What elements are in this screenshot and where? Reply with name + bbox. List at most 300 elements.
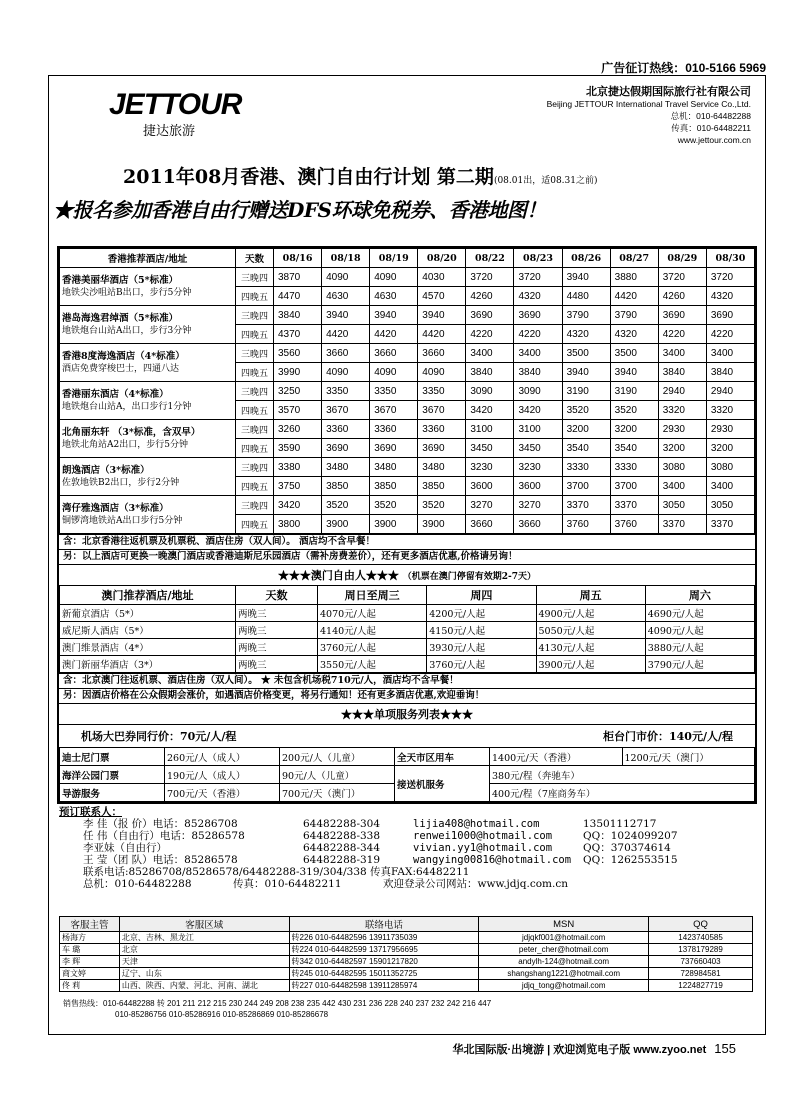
hk-price-cell: 4220: [514, 325, 562, 344]
hk-nights: 四晚五: [236, 325, 274, 344]
contact-row: [83, 854, 749, 866]
hk-price-cell: 3320: [658, 401, 706, 420]
hk-note-extra: 另：以上酒店可更换一晚澳门酒店或香港迪斯尼乐园酒店（需补房费差价），还有更多酒店优惠,价格请另询！: [59, 549, 755, 564]
cs-cell: 李 辉: [60, 956, 120, 968]
contacts-hq-row: [83, 878, 749, 890]
cs-cell: 1423740585: [649, 932, 753, 944]
svc-transfer-benz: 380元/程（奔驰车）: [490, 766, 755, 784]
svc-ocean-adult: 190元/人（成人）: [165, 766, 280, 784]
svc-ocean: 海洋公园门票: [60, 766, 165, 784]
svc-guide-mo: 700元/天（澳门）: [280, 784, 395, 802]
customer-service-table: [59, 916, 753, 992]
cs-cell: peter_cher@hotmail.com: [479, 944, 649, 956]
hk-price-cell: 3690: [370, 439, 418, 458]
hk-nights: 三晚四: [236, 306, 274, 325]
hk-price-cell: 3690: [514, 306, 562, 325]
cs-header-cell: 联络电话: [289, 917, 479, 932]
hk-price-cell: 4090: [418, 363, 466, 382]
macau-price-cell: 4690元/人起: [645, 605, 754, 622]
hk-hotel-address: 地铁炮台山站A出口，步行3分钟: [62, 325, 192, 336]
hk-price-cell: 3500: [562, 344, 610, 363]
svc-transfer: 接送机服务: [395, 766, 490, 802]
hk-price-cell: 3380: [274, 458, 322, 477]
hk-price-cell: 3840: [274, 306, 322, 325]
hk-price-cell: 3720: [466, 268, 514, 287]
hk-price-row: [60, 458, 755, 477]
hk-price-cell: 2930: [658, 420, 706, 439]
hk-hotel-cell: [60, 420, 236, 458]
hk-price-cell: 3660: [418, 344, 466, 363]
hk-price-cell: 4420: [322, 325, 370, 344]
hk-price-cell: 3660: [466, 515, 514, 534]
contact-field: renwei1000@hotmail.com: [413, 830, 553, 842]
hk-price-cell: 3100: [514, 420, 562, 439]
hk-price-cell: 4260: [658, 287, 706, 306]
macau-hotel-name: 澳门维景酒店（4*）: [60, 639, 236, 656]
macau-price-row: [60, 639, 755, 656]
hk-price-cell: 3540: [562, 439, 610, 458]
hk-header-cell: 天数: [236, 249, 274, 268]
hk-price-row: [60, 306, 755, 325]
hk-price-cell: 3330: [610, 458, 658, 477]
hk-price-row: [60, 344, 755, 363]
hk-hotel-cell: [60, 306, 236, 344]
hk-price-cell: 4470: [274, 287, 322, 306]
contact-field: wangying00816@hotmail.com: [413, 854, 572, 866]
hk-nights: 三晚四: [236, 382, 274, 401]
hk-price-cell: 3260: [274, 420, 322, 439]
svc-guide-hk: 700元/天（香港）: [165, 784, 280, 802]
hk-price-cell: 3690: [418, 439, 466, 458]
hk-price-cell: 4570: [418, 287, 466, 306]
hk-price-cell: 3670: [370, 401, 418, 420]
promo-banner: ★报名参加香港自由行赠送DFS环球免税券、香港地图！: [53, 198, 546, 222]
hk-price-cell: 3760: [562, 515, 610, 534]
hk-price-cell: 4630: [370, 287, 418, 306]
cs-cell: 辽宁、山东: [119, 968, 289, 980]
hk-price-cell: 4220: [466, 325, 514, 344]
hk-price-cell: 4370: [274, 325, 322, 344]
macau-hotel-name: 澳门新丽华酒店（3*）: [60, 656, 236, 673]
hk-price-cell: 4320: [610, 325, 658, 344]
hk-nights: 三晚四: [236, 268, 274, 287]
hk-price-cell: 3700: [610, 477, 658, 496]
hk-price-cell: 3690: [658, 306, 706, 325]
hk-price-row: [60, 496, 755, 515]
hk-price-cell: 3200: [562, 420, 610, 439]
contact-field: 李亚妹（自由行）: [83, 842, 167, 854]
hk-price-cell: 3940: [370, 306, 418, 325]
hk-price-table: [59, 248, 755, 534]
cs-header-cell: 客服主管: [60, 917, 120, 932]
hk-nights: 三晚四: [236, 496, 274, 515]
hk-price-cell: 3200: [658, 439, 706, 458]
cs-header-cell: QQ: [649, 917, 753, 932]
hk-price-cell: 3270: [514, 496, 562, 515]
hk-price-cell: 3850: [370, 477, 418, 496]
hk-price-cell: 3700: [562, 477, 610, 496]
hk-price-cell: 2940: [658, 382, 706, 401]
cs-cell: 1378179289: [649, 944, 753, 956]
contacts-fax: 传真：010-64482211: [233, 878, 342, 890]
hk-hotel-cell: [60, 344, 236, 382]
hk-price-cell: 3230: [466, 458, 514, 477]
hk-price-cell: 3050: [658, 496, 706, 515]
hk-hotel-address: 铜锣湾地铁站A出口步行5分钟: [62, 515, 183, 526]
cs-cell: 天津: [119, 956, 289, 968]
footer-text: 华北国际版·出境游 | 欢迎浏览电子版 www.zyoo.net: [452, 1044, 707, 1056]
hk-price-cell: 3800: [274, 515, 322, 534]
hk-price-cell: 3370: [658, 515, 706, 534]
contact-field: 64482288-344: [303, 842, 381, 854]
svc-guide: 导游服务: [60, 784, 165, 802]
cs-header-row: [60, 917, 753, 932]
hk-price-cell: 3520: [370, 496, 418, 515]
hk-header-cell: 08/20: [418, 249, 466, 268]
hk-hotel-cell: [60, 268, 236, 306]
jettour-logo: [109, 88, 242, 139]
cs-cell: 728984581: [649, 968, 753, 980]
hk-price-cell: 3690: [322, 439, 370, 458]
hk-price-cell: 3750: [274, 477, 322, 496]
hk-price-cell: 3990: [274, 363, 322, 382]
hk-hotel-cell: [60, 458, 236, 496]
contact-field: 64482288-338: [303, 830, 381, 842]
hk-price-cell: 4320: [562, 325, 610, 344]
title-text: 2011年08月香港、澳门自由行计划 第二期: [123, 166, 494, 188]
macau-price-row: [60, 622, 755, 639]
page-title: [123, 162, 598, 189]
bus-price-row: [59, 724, 755, 747]
contact-field: QQ：1262553515: [583, 854, 678, 866]
contact-row: [83, 818, 749, 830]
macau-header-cell: 天数: [236, 586, 318, 605]
contact-field: 64482288-319: [303, 854, 381, 866]
macau-title-note: （机票在澳门停留有效期2-7天）: [402, 572, 537, 582]
hk-price-cell: 4260: [466, 287, 514, 306]
page-number: 155: [714, 1041, 736, 1056]
cs-row: [60, 932, 753, 944]
cs-cell: 杨海方: [60, 932, 120, 944]
hk-nights: 四晚五: [236, 287, 274, 306]
hk-price-cell: 3690: [706, 306, 754, 325]
hk-price-cell: 3450: [466, 439, 514, 458]
hk-price-cell: 3940: [562, 268, 610, 287]
contacts-web: 欢迎登录公司网站：www.jdjq.com.cn: [383, 878, 568, 890]
company-web: www.jettour.com.cn: [677, 135, 751, 145]
hk-price-cell: 3480: [418, 458, 466, 477]
hk-hotel-address: 地铁尖沙咀站B出口，步行5分钟: [62, 287, 192, 298]
macau-price-cell: 4200元/人起: [427, 605, 536, 622]
hk-price-cell: 3840: [658, 363, 706, 382]
macau-hotel-name: 威尼斯人酒店（5*）: [60, 622, 236, 639]
hk-hotel-cell: [60, 382, 236, 420]
hk-header-cell: 08/27: [610, 249, 658, 268]
company-name-en: Beijing JETTOUR International Travel Service Co.,Ltd.: [546, 99, 751, 109]
svc-disney: 迪士尼门票: [60, 748, 165, 766]
macau-header-cell: 周六: [645, 586, 754, 605]
hk-price-cell: 4630: [322, 287, 370, 306]
macau-price-cell: 3790元/人起: [645, 656, 754, 673]
contact-field: 王 莹（团 队）电话：85286578: [83, 854, 238, 866]
macau-price-cell: 4150元/人起: [427, 622, 536, 639]
macau-price-row: [60, 656, 755, 673]
svc-car: 全天市区用车: [395, 748, 490, 766]
hk-price-cell: 3100: [466, 420, 514, 439]
hk-price-cell: 3790: [562, 306, 610, 325]
hk-hotel-name: 香港8度海逸酒店（4*标准）: [62, 350, 185, 362]
hk-price-cell: 3570: [274, 401, 322, 420]
hk-price-cell: 4420: [370, 325, 418, 344]
hk-hotel-address: 地铁炮台山站A，出口步行1分钟: [62, 401, 192, 412]
hk-hotel-address: 地铁北角站A2出口，步行5分钟: [62, 439, 188, 450]
macau-nights: 两晚三: [236, 639, 318, 656]
macau-hotel-name: 新葡京酒店（5*）: [60, 605, 236, 622]
hk-nights: 三晚四: [236, 344, 274, 363]
hk-price-cell: 4220: [658, 325, 706, 344]
hk-header-row: [60, 249, 755, 268]
hk-price-cell: 3600: [514, 477, 562, 496]
contact-row: [83, 830, 749, 842]
hk-price-cell: 4090: [322, 268, 370, 287]
cs-cell: shangshang1221@hotmail.com: [479, 968, 649, 980]
macau-price-cell: 4900元/人起: [536, 605, 645, 622]
hk-price-cell: 3940: [562, 363, 610, 382]
sales-line-2: 010-85286756 010-85286916 010-85286869 010-85286678: [115, 1010, 329, 1019]
company-name: 北京捷达假期国际旅行社有限公司: [586, 86, 751, 98]
macau-price-cell: 4130元/人起: [536, 639, 645, 656]
hk-nights: 三晚四: [236, 458, 274, 477]
hk-nights: 四晚五: [236, 439, 274, 458]
hk-price-cell: 3190: [610, 382, 658, 401]
macau-price-cell: 3880元/人起: [645, 639, 754, 656]
company-hq: 总机：010-64482288: [670, 111, 751, 121]
hk-price-cell: 3520: [322, 496, 370, 515]
hk-nights: 四晚五: [236, 363, 274, 382]
hk-header-cell: 08/18: [322, 249, 370, 268]
hk-price-cell: 4420: [418, 325, 466, 344]
contacts-block: [59, 806, 749, 890]
hk-price-cell: 3900: [418, 515, 466, 534]
macau-price-cell: 3760元/人起: [427, 656, 536, 673]
hk-price-cell: 3670: [322, 401, 370, 420]
cs-header-cell: 客服区域: [119, 917, 289, 932]
hk-price-cell: 3660: [514, 515, 562, 534]
hk-price-cell: 3790: [610, 306, 658, 325]
hk-price-cell: 3400: [706, 344, 754, 363]
cs-header-cell: MSN: [479, 917, 649, 932]
hk-price-cell: 3360: [322, 420, 370, 439]
hk-price-cell: 3520: [418, 496, 466, 515]
hk-hotel-name: 朗逸酒店（3*标准）: [62, 464, 150, 476]
macau-header-row: [60, 586, 755, 605]
macau-price-cell: 3900元/人起: [536, 656, 645, 673]
cs-cell: 商文婷: [60, 968, 120, 980]
hk-hotel-name: 香港美丽华酒店（5*标准）: [62, 274, 179, 286]
contact-field: vivian.yy1@hotmail.com: [413, 842, 553, 854]
hk-price-cell: 3840: [706, 363, 754, 382]
company-fax: 传真：010-64482211: [671, 123, 751, 133]
macau-nights: 两晚三: [236, 605, 318, 622]
hk-price-cell: 3400: [706, 477, 754, 496]
contact-field: 任 伟（自由行）电话：85286578: [83, 830, 245, 842]
hk-price-cell: 4090: [370, 363, 418, 382]
cs-cell: 1224827719: [649, 980, 753, 992]
hk-header-cell: 08/16: [274, 249, 322, 268]
hk-price-cell: 4030: [418, 268, 466, 287]
hk-price-cell: 3560: [274, 344, 322, 363]
contacts-line: 联系电话:85286708/85286578/64482288-319/304/338 传真FAX:64482211: [83, 866, 470, 878]
hk-header-cell: 香港推荐酒店/地址: [60, 249, 236, 268]
cs-cell: 车 璐: [60, 944, 120, 956]
hk-price-cell: 3540: [610, 439, 658, 458]
cs-cell: 转224 010-64482599 13717956695: [289, 944, 479, 956]
hk-header-cell: 08/22: [466, 249, 514, 268]
hk-price-cell: 3370: [610, 496, 658, 515]
hk-price-row: [60, 268, 755, 287]
hk-hotel-address: 佐敦地铁B2出口，步行2分钟: [62, 477, 180, 488]
hk-price-cell: 3660: [322, 344, 370, 363]
hk-price-cell: 3400: [658, 477, 706, 496]
hk-hotel-address: 酒店免费穿梭巴士，四通八达: [62, 363, 180, 374]
sales-line-1: 销售热线：010-64482288 转 201 211 212 215 230 244 249 208 238 235 442 430 231 236 228 240 237 232 242 216 447: [63, 999, 492, 1008]
svc-car-mo: 1200元/天（澳门）: [622, 748, 755, 766]
contact-field: 李 佳（报 价）电话：85286708: [83, 818, 238, 830]
hk-price-cell: 3520: [562, 401, 610, 420]
hk-hotel-name: 香港丽东酒店（4*标准）: [62, 388, 169, 400]
hk-price-cell: 3360: [418, 420, 466, 439]
hk-note-include: 含：北京香港往返机票及机票税、酒店住房（双人间）。 酒店均不含早餐！: [59, 534, 755, 549]
title-note: (08.01出，适08.31之前): [493, 176, 598, 186]
hk-price-cell: 3320: [706, 401, 754, 420]
sales-hotline: [63, 998, 491, 1020]
page-frame: [48, 75, 766, 1035]
hk-price-cell: 3840: [514, 363, 562, 382]
cs-row: [60, 956, 753, 968]
contacts-people: [59, 818, 749, 866]
macau-price-table: [59, 585, 755, 673]
contacts-title: 预订联系人：: [59, 806, 122, 818]
cs-cell: 转226 010-64482596 13911735039: [289, 932, 479, 944]
hk-price-cell: 3880: [610, 268, 658, 287]
svc-ocean-child: 90元/人（儿童）: [280, 766, 395, 784]
svc-transfer-van: 400元/程（7座商务车）: [490, 784, 755, 802]
hk-header-cell: 08/30: [706, 249, 754, 268]
cs-cell: jdjqkf001@hotmail.com: [479, 932, 649, 944]
cs-cell: jdjq_tong@hotmail.com: [479, 980, 649, 992]
hk-price-cell: 3760: [610, 515, 658, 534]
macau-section-title: [59, 564, 755, 585]
hk-price-cell: 3350: [418, 382, 466, 401]
macau-price-cell: 3760元/人起: [318, 639, 427, 656]
hk-price-cell: 4480: [562, 287, 610, 306]
hk-price-cell: 3090: [514, 382, 562, 401]
ad-hotline: 广告征订热线：010-5166 5969: [601, 61, 766, 75]
macau-header-cell: 周日至周三: [318, 586, 427, 605]
page-footer: [452, 1041, 736, 1057]
hk-price-cell: 3420: [466, 401, 514, 420]
hk-price-cell: 4090: [322, 363, 370, 382]
hk-price-cell: 3940: [418, 306, 466, 325]
hk-header-cell: 08/23: [514, 249, 562, 268]
hk-header-cell: 08/19: [370, 249, 418, 268]
hk-price-cell: 3400: [514, 344, 562, 363]
hk-price-cell: 4220: [706, 325, 754, 344]
cs-cell: 737660403: [649, 956, 753, 968]
hk-price-cell: 3370: [562, 496, 610, 515]
hk-price-cell: 3200: [610, 420, 658, 439]
macau-price-cell: 4070元/人起: [318, 605, 427, 622]
hk-price-cell: 3400: [466, 344, 514, 363]
company-info: [547, 86, 751, 146]
bus-price: 机场大巴券同行价：70元/人/程: [81, 730, 237, 743]
cs-cell: 转245 010-64482595 15011352725: [289, 968, 479, 980]
hk-price-cell: 3600: [466, 477, 514, 496]
hk-price-cell: 3660: [370, 344, 418, 363]
logo-text: JETTOUR: [109, 88, 242, 121]
cs-row: [60, 980, 753, 992]
macau-note-include: 含：北京澳门往返机票、酒店住房（双人间）。 ★ 未包含机场税710元/人，酒店均不含早餐！: [59, 673, 755, 688]
hk-price-cell: 3520: [610, 401, 658, 420]
hk-price-cell: 3670: [418, 401, 466, 420]
hk-price-cell: 3900: [370, 515, 418, 534]
hk-price-row: [60, 420, 755, 439]
hk-nights: 三晚四: [236, 420, 274, 439]
hk-price-cell: 2930: [706, 420, 754, 439]
hk-price-cell: 4320: [706, 287, 754, 306]
hk-price-cell: 3200: [706, 439, 754, 458]
price-box: [57, 246, 757, 804]
svc-car-hk: 1400元/天（香港）: [490, 748, 623, 766]
hk-price-cell: 4420: [610, 287, 658, 306]
cs-cell: 转227 010-64482598 13911285974: [289, 980, 479, 992]
hk-hotel-cell: [60, 496, 236, 534]
hk-price-cell: 3500: [610, 344, 658, 363]
hk-price-cell: 3450: [514, 439, 562, 458]
contact-field: lijia408@hotmail.com: [413, 818, 540, 830]
hk-hotel-name: 港岛海逸君绰酒（5*标准）: [62, 312, 179, 324]
hk-price-cell: 3370: [706, 515, 754, 534]
hk-price-cell: 3330: [562, 458, 610, 477]
macau-header-cell: 周五: [536, 586, 645, 605]
macau-price-cell: 5050元/人起: [536, 622, 645, 639]
cs-cell: andylh-124@hotmail.com: [479, 956, 649, 968]
counter-price: 柜台门市价：140元/人/程: [603, 730, 733, 743]
hk-price-cell: 3250: [274, 382, 322, 401]
cs-cell: 佟 莉: [60, 980, 120, 992]
macau-price-cell: 3550元/人起: [318, 656, 427, 673]
hk-price-cell: 3480: [370, 458, 418, 477]
macau-title: ★★★澳门自由人★★★: [277, 569, 399, 582]
macau-price-cell: 4090元/人起: [645, 622, 754, 639]
cs-row: [60, 944, 753, 956]
hk-price-cell: 3850: [322, 477, 370, 496]
hk-price-cell: 3350: [370, 382, 418, 401]
services-title: ★★★单项服务列表★★★: [59, 703, 755, 724]
hk-price-cell: 3270: [466, 496, 514, 515]
hk-price-cell: 3190: [562, 382, 610, 401]
contact-field: 13501112717: [583, 818, 657, 830]
svc-disney-adult: 260元/人（成人）: [165, 748, 280, 766]
hk-header-cell: 08/29: [658, 249, 706, 268]
macau-note-extra: 另：因酒店价格在公众假期会涨价，如遇酒店价格变更，将另行通知！还有更多酒店优惠,欢迎垂询！: [59, 688, 755, 703]
macau-nights: 两晚三: [236, 622, 318, 639]
hk-price-cell: 4320: [514, 287, 562, 306]
hk-price-cell: 3940: [322, 306, 370, 325]
contact-row: [83, 842, 749, 854]
hk-price-row: [60, 382, 755, 401]
hk-hotel-name: 湾仔雅逸酒店（3*标准）: [62, 502, 169, 514]
